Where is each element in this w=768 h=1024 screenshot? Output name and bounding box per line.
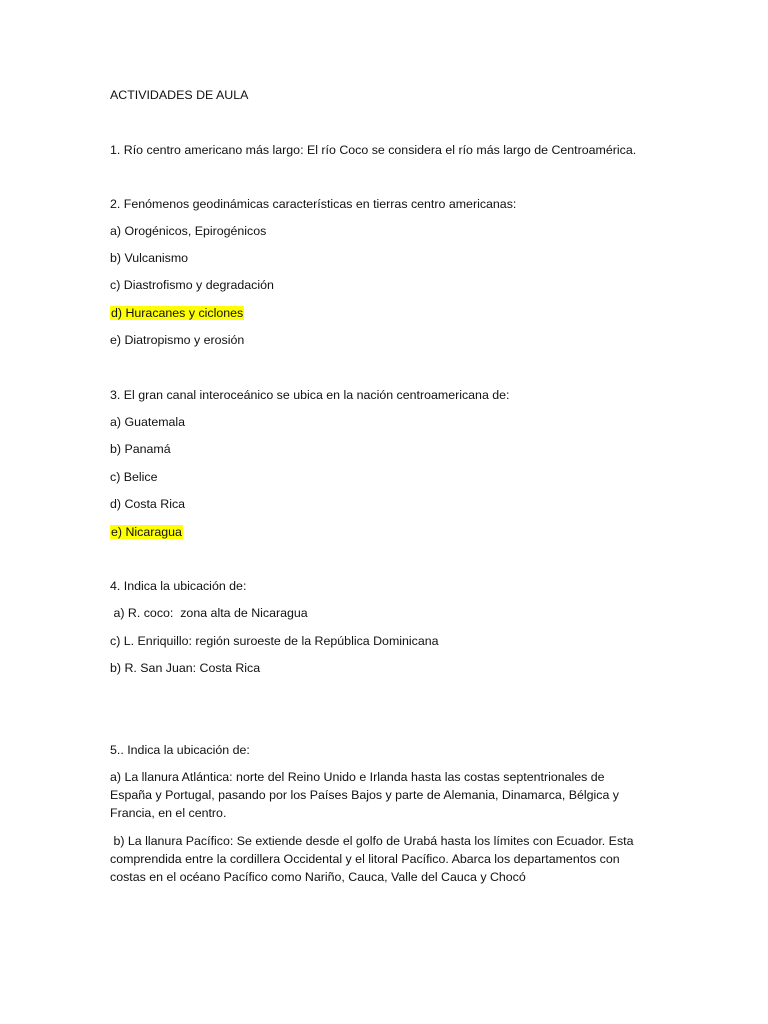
q4-answer-2: c) L. Enriquillo: región suroeste de la República Dominicana (110, 634, 439, 648)
q3-option-c: c) Belice (110, 470, 158, 484)
q5-answer-1: a) La llanura Atlántica: norte del Reino Unido e Irlanda hasta las costas septentrionales de España y Portugal, pasando por los Países Bajos y parte de Alemania, Dinamarca, Bélgica y Francia, en el centro. (110, 770, 619, 820)
q5-answer-2: b) La llanura Pacífico: Se extiende desde el golfo de Urabá hasta los límites con Ecuador. Esta comprendida entre la cordillera Occidental y el litoral Pacífico. Abarca los departamentos con costas en el océano Pacífico como Nariño, Cauca, Valle del Cauca y Chocó (110, 834, 637, 884)
q3-option-d: d) Costa Rica (110, 497, 186, 511)
q2-option-b: b) Vulcanismo (110, 251, 189, 265)
q4-answer-3: b) R. San Juan: Costa Rica (110, 661, 261, 675)
question-4: 4. Indica la ubicación de: (110, 579, 247, 593)
highlighted-answer: e) Nicaragua (111, 525, 182, 539)
q3-option-e (110, 523, 183, 541)
q3-option-b: b) Panamá (110, 442, 171, 456)
question-1: 1. Río centro americano más largo: El río Coco se considera el río más largo de Centroamérica. (110, 143, 637, 157)
q2-option-d (110, 304, 244, 322)
q2-option-e: e) Diatropismo y erosión (110, 333, 245, 347)
question-2: 2. Fenómenos geodinámicas características en tierras centro americanas: (110, 197, 517, 211)
document-title: ACTIVIDADES DE AULA (110, 88, 249, 102)
question-3: 3. El gran canal interoceánico se ubica en la nación centroamericana de: (110, 388, 510, 402)
q2-option-a: a) Orogénicos, Epirogénicos (110, 224, 267, 238)
q3-option-a: a) Guatemala (110, 415, 186, 429)
q2-option-c: c) Diastrofismo y degradación (110, 278, 274, 292)
highlighted-answer: d) Huracanes y ciclones (111, 306, 244, 320)
q4-answer-1: a) R. coco: zona alta de Nicaragua (110, 606, 308, 620)
question-5: 5.. Indica la ubicación de: (110, 743, 250, 757)
